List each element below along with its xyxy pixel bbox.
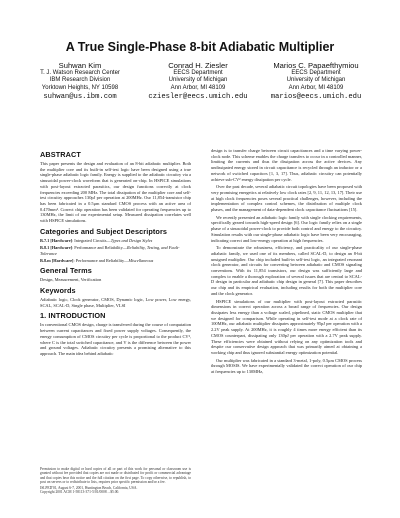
category-subject: Miscellaneous bbox=[128, 257, 154, 263]
category-tag: [Hardware] bbox=[50, 237, 73, 243]
body-paragraph: Our multiplier was fabricated in a standard 3-metal, 1-poly, 0.5μm CMOS process through MOSIS. We have experimentally validated the correct operation of our chip at frequencies up to 130MHz, bbox=[211, 357, 362, 375]
permission-footnote bbox=[40, 467, 191, 494]
author-name: Suhwan Kim bbox=[58, 61, 102, 70]
category-subject: Types and Design Styles bbox=[110, 237, 153, 243]
left-column bbox=[40, 150, 191, 359]
category-tag: [Hardware] bbox=[51, 257, 74, 263]
general-terms-text: Design, Measurement, Verification bbox=[40, 277, 102, 283]
category-line bbox=[40, 238, 191, 243]
author-email: suhwan@us.ibm.com bbox=[43, 92, 117, 101]
author-affiliation: Ann Arbor, MI 48109 bbox=[288, 84, 344, 91]
author-affiliation: University of Michigan bbox=[168, 77, 228, 84]
author-affiliation: EECS Department bbox=[291, 70, 341, 76]
section-heading-introduction: 1. INTRODUCTION bbox=[40, 311, 106, 321]
author-affiliation: University of Michigan bbox=[286, 77, 346, 84]
category-line bbox=[40, 245, 191, 256]
copyright-line: Copyright 2001 ACM 1-58113-371-5/01/0008 ...$5.00. bbox=[40, 490, 120, 495]
introduction-text: In conventional CMOS design, charge is transferred during the course of computation between current capacitances and fixed power supply voltages. Consequently, the energy consumption of CMOS circuitry per cycle is proportional to the product CV², where C is the total switched capacitance, and V is the difference between the power and ground voltages. Adiabatic circuitry presents a promising alternative to this approach. The main idea behind adiabatic bbox=[40, 322, 191, 356]
category-code: B.7.1 bbox=[40, 237, 50, 243]
body-paragraph: Over the past decade, several adiabatic circuit topologies have been proposed with very promising energetics at relatively low clock rates [2, 9, 11, 12, 13, 17]. Their use at high clock frequencies poses several practical challenges, however, including the implementation of complex control schemes, the distribution of multiple clock phases, and the management of data-dependent clock capacitance fluctuations [15]. bbox=[211, 184, 362, 213]
author-affiliation: EECS Department bbox=[173, 70, 223, 76]
paper-title: A True Single-Phase 8-bit Adiabatic Multiplier bbox=[65, 40, 335, 54]
author-affiliation: Yorktown Heights, NY 10598 bbox=[41, 84, 119, 91]
author-affiliation: T. J. Watson Research Center bbox=[40, 70, 120, 76]
section-heading-keywords: Keywords bbox=[40, 286, 76, 296]
author-block-2 bbox=[138, 61, 258, 102]
category-text: : Performance and Reliability— bbox=[73, 257, 129, 263]
author-block-3 bbox=[256, 61, 376, 102]
category-text: : Performance and Reliability— bbox=[72, 245, 128, 251]
section-heading-categories: Categories and Subject Descriptors bbox=[40, 226, 168, 236]
category-line bbox=[40, 258, 191, 263]
body-paragraph: design is to transfer charge between circuit capacitances and a time varying power-clock node. This scheme enables the charge transfers to occur in a controlled manner, limiting the currents and thus the dissipation across the active devices. Any undissipated energy stored in circuit capacitance is recycled through an inductor or a network of switched capacitors [1, 3, 17]. Thus, adiabatic circuitry can potentially achieve sub-CV² energy dissipation per cycle. bbox=[211, 148, 362, 182]
category-subject: Reliability, Testing, and Fault-Tolerance bbox=[40, 245, 180, 256]
category-code: B.8.m bbox=[40, 257, 51, 263]
author-name: Marios C. Papaefthymiou bbox=[273, 61, 359, 70]
permission-text: Permission to make digital or hard copies of all or part of this work for personal or classroom use is granted without fee provided that copies are not made or distributed for profit or commercial advantage and that copies bear this notice and the full citation on the first page. To copy otherwise, to republish, to post on servers or to redistribute to lists, requires prior specific permission and/or a fee. bbox=[40, 467, 191, 485]
conference-reference: ISLPED'01, August 6-7, 2001, Huntington Beach, California, USA. bbox=[40, 485, 138, 490]
author-block-1 bbox=[20, 61, 140, 102]
body-paragraph: We recently presented an adiabatic logic family with single clocking requirements, specifically geared towards high-speed design [6]. Our logic family relies on a single phase of a sinusoidal power-clock to provide both control and energy to the circuitry. Simulation results with our single-phase adiabatic logic have been very encouraging, indicating correct and low-energy operation at high frequencies. bbox=[211, 214, 362, 243]
body-paragraph: HSPICE simulations of our multiplier with post-layout extracted parasitic dimensions in correct operation across a broad range of frequencies. Our design dissipates less energy than a voltage scaled, pipelined, static CMOS multiplier that we designed for comparison. While operating in self-test mode at a clock rate of 100MHz, our adiabatic multiplier dissipates approximately 95pJ per operation with a 2.2V peak supply. At 200MHz, it is roughly 4 times more energy efficient than its CMOS counterpart, dissipating only 130pJ per operation with a 2.7V peak supply. These efficiencies were obtained without relying on any optimization tools and despite our conservative design approach that was primarily aimed at obtaining a working chip and thus ignored substantial energy optimization potential. bbox=[211, 298, 362, 355]
author-affiliation: Ann Arbor, MI 48109 bbox=[170, 84, 226, 91]
category-text: : Integrated Circuits— bbox=[72, 237, 111, 243]
abstract-text: This paper presents the design and evaluation of an 8-bit adiabatic multiplier. Both the multiplier core and its built-in self-test logic have been designed using a true single-phase adiabatic logic family. Energy is supplied to the adiabatic circuitry via a sinusoidal power-clock waveform that is generated on-chip. In HSPICE simulations with post-layout extracted parasitics, our design functions correctly at clock frequencies exceeding 200 MHz. The total dissipation of the multiplier core and self-test circuitry approaches 130pJ per operation at 200MHz. Our 11,854-transistor chip has been fabricated in a 0.5μm standard CMOS process with an active area of 0.470mm². Correct chip operation has been validated for operating frequencies up to 130MHz, the limit of our experimental setup. Measured dissipation correlates well with HSPICE simulations. bbox=[40, 161, 191, 224]
right-column bbox=[211, 148, 362, 377]
keywords-text: Adiabatic logic, Clock generator, CMOS, Dynamic logic, Low power, Low energy, SCAL, SCAL-D, Single phase, Multiplier, VLSI bbox=[40, 297, 191, 308]
section-heading-general-terms: General Terms bbox=[40, 266, 92, 276]
body-paragraph: To demonstrate the robustness, efficiency, and practicality of our single-phase adiabatic family, we used one of its members, called SCAL-D, to design an 8-bit unsigned multiplier. Our chip included built-in self-test logic, an integrated resonant clock generator, and circuits for converting between adiabatic and CMOS signaling conventions. With its 11,854 transistors, our design was sufficiently large and complex to enable a thorough exploration of several issues that are central to SCAL-D design in particular and adiabatic chip design in general [7]. This paper describes our chip and its empirical evaluation, including results for both the multiplier core and the clock generator. bbox=[211, 245, 362, 296]
author-name: Conrad H. Ziesler bbox=[168, 61, 228, 70]
category-tag: [Hardware] bbox=[50, 245, 73, 251]
author-email: cziesler@eecs.umich.edu bbox=[148, 92, 248, 101]
author-email: marios@eecs.umich.edu bbox=[270, 92, 362, 101]
section-heading-abstract: ABSTRACT bbox=[40, 150, 81, 159]
author-affiliation: IBM Research Division bbox=[49, 77, 111, 84]
category-code: B.8.1 bbox=[40, 245, 50, 251]
